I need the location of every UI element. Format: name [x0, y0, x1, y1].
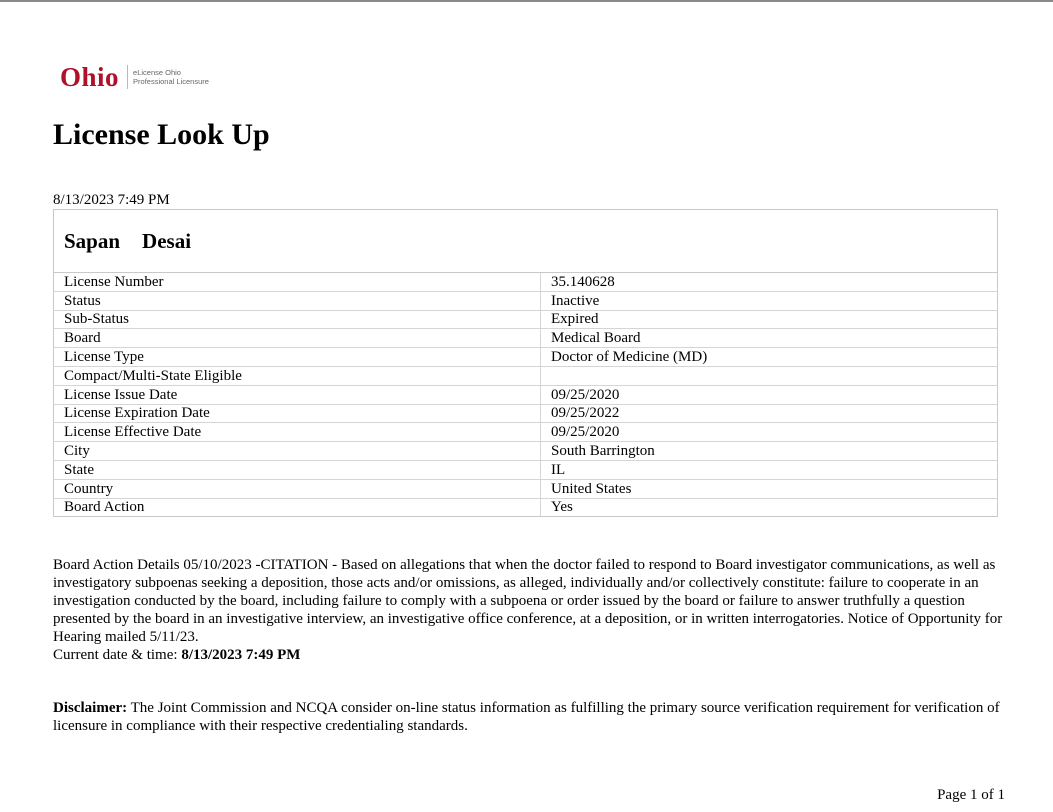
- logo-subtitle: [133, 68, 209, 86]
- detail-row: [54, 329, 997, 348]
- detail-value: 09/25/2022: [541, 404, 998, 423]
- detail-row: [54, 366, 997, 385]
- current-date-time: [53, 646, 300, 664]
- detail-label: Board: [54, 329, 541, 348]
- license-details-table: [54, 273, 997, 516]
- detail-value: [541, 366, 998, 385]
- licensee-last-name: Desai: [142, 228, 192, 253]
- detail-row: [54, 348, 997, 367]
- detail-row: [54, 385, 997, 404]
- detail-value: United States: [541, 479, 998, 498]
- detail-row: [54, 442, 997, 461]
- detail-row: [54, 498, 997, 516]
- current-date-time-label: Current date & time:: [53, 647, 178, 663]
- top-border: [0, 0, 1053, 2]
- licensee-name: [54, 210, 997, 273]
- detail-value: South Barrington: [541, 442, 998, 461]
- detail-label: Compact/Multi-State Eligible: [54, 366, 541, 385]
- detail-row: [54, 460, 997, 479]
- disclaimer: [53, 699, 1003, 735]
- detail-value: Inactive: [541, 291, 998, 310]
- detail-label: Sub-Status: [54, 310, 541, 329]
- detail-label: License Type: [54, 348, 541, 367]
- detail-row: [54, 310, 997, 329]
- detail-label: City: [54, 442, 541, 461]
- detail-value: Yes: [551, 499, 573, 516]
- detail-value: Expired: [541, 310, 998, 329]
- detail-value: 35.140628: [541, 273, 998, 291]
- detail-label: License Number: [54, 273, 541, 291]
- current-date-time-value: 8/13/2023 7:49 PM: [181, 647, 301, 663]
- page-number: Page 1 of 1: [937, 787, 1005, 803]
- logo-divider: [127, 65, 128, 89]
- detail-row: [54, 479, 997, 498]
- detail-label: State: [54, 460, 541, 479]
- licensee-first-name: Sapan: [64, 228, 121, 253]
- detail-value: 09/25/2020: [541, 385, 998, 404]
- logo-subtitle-line1: eLicense Ohio: [133, 68, 181, 77]
- detail-value: Doctor of Medicine (MD): [541, 348, 998, 367]
- page-title: License Look Up: [53, 118, 270, 151]
- detail-row: [54, 273, 997, 291]
- detail-value: IL: [541, 460, 998, 479]
- detail-label: License Issue Date: [54, 385, 541, 404]
- detail-row: [54, 291, 997, 310]
- logo-subtitle-line2: Professional Licensure: [133, 77, 209, 86]
- detail-value: Medical Board: [541, 329, 998, 348]
- detail-row: [54, 423, 997, 442]
- detail-label: Status: [54, 291, 541, 310]
- report-timestamp: 8/13/2023 7:49 PM: [53, 192, 170, 208]
- detail-label: License Expiration Date: [54, 404, 541, 423]
- logo-wordmark: Ohio: [60, 62, 120, 92]
- detail-label: Country: [54, 479, 541, 498]
- detail-value: 09/25/2020: [541, 423, 998, 442]
- ohio-elicense-logo: [60, 62, 209, 92]
- license-record: [53, 209, 998, 517]
- disclaimer-text: The Joint Commission and NCQA consider on-line status information as fulfilling the primary source verification requirement for verification of licensure in compliance with their respective credentialing standards.: [53, 700, 1000, 734]
- detail-label: Board Action: [54, 498, 541, 516]
- detail-label: License Effective Date: [54, 423, 541, 442]
- board-action-details: Board Action Details 05/10/2023 -CITATION - Based on allegations that when the doctor failed to respond to Board investigator communications, as well as investigatory subpoenas seeking a deposition, those acts and/or omissions, as alleged, individually and/or collectively constitute: failure to cooperate in an investigation conducted by the board, including failure to comply with a subpoena or order issued by the board or failure to answer truthfully a question presented by the board in an investigative interview, an investigative office conference, at a deposition, or in written interrogatories. Notice of Opportunity for Hearing mailed 5/11/23.: [53, 557, 1003, 645]
- disclaimer-label: Disclaimer:: [53, 700, 128, 716]
- detail-row: [54, 404, 997, 423]
